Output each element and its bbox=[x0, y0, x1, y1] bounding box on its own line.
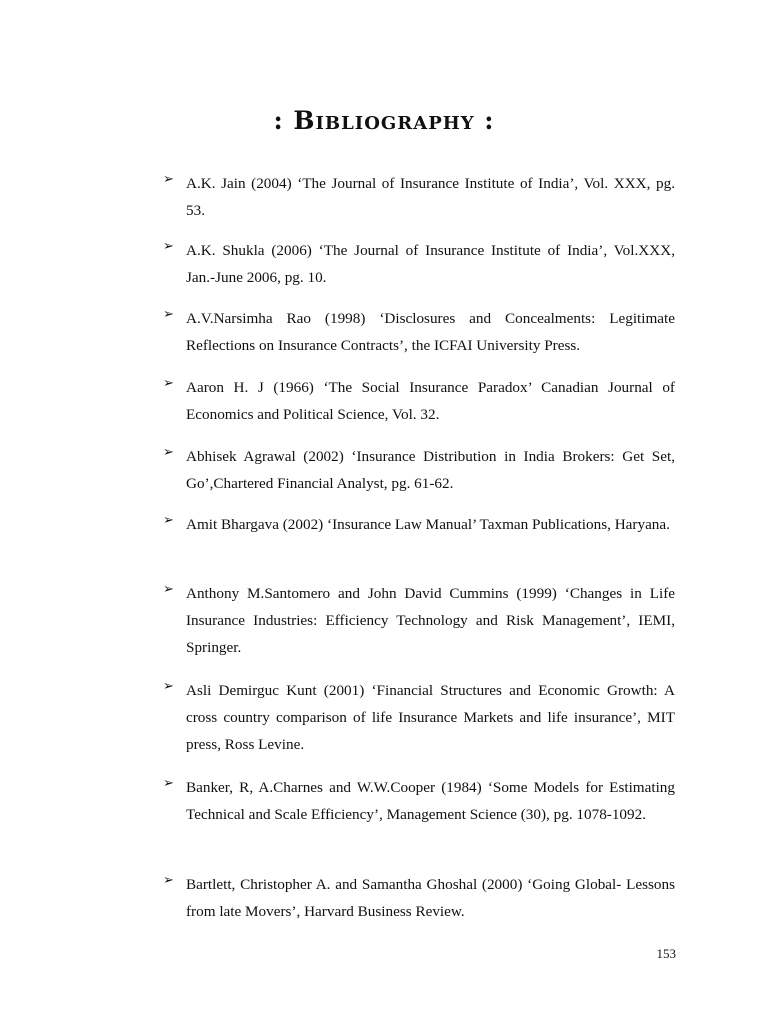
entry-text: A.K. Jain (2004) ‘The Journal of Insurance Institute of India’, Vol. XXX, pg. 53. bbox=[186, 175, 675, 219]
entry-text: A.K. Shukla (2006) ‘The Journal of Insurance Institute of India’, Vol.XXX, Jan.-June 2006, pg. 10. bbox=[186, 242, 675, 286]
entry-text: Aaron H. J (1966) ‘The Social Insurance Paradox’ Canadian Journal of Economics and Political Science, Vol. 32. bbox=[186, 379, 675, 423]
entry-text: Amit Bhargava (2002) ‘Insurance Law Manual’ Taxman Publications, Haryana. bbox=[186, 516, 670, 533]
arrowhead-bullet-icon: ➢ bbox=[163, 172, 174, 187]
entry-text: Bartlett, Christopher A. and Samantha Ghoshal (2000) ‘Going Global- Lessons from late Movers’, Harvard Business Review. bbox=[186, 876, 675, 920]
arrowhead-bullet-icon: ➢ bbox=[163, 582, 174, 597]
arrowhead-bullet-icon: ➢ bbox=[163, 376, 174, 391]
entry-text: Abhisek Agrawal (2002) ‘Insurance Distribution in India Brokers: Get Set, Go’,Chartered Financial Analyst, pg. 61-62. bbox=[186, 448, 675, 492]
arrowhead-bullet-icon: ➢ bbox=[163, 679, 174, 694]
entry-text: Anthony M.Santomero and John David Cummins (1999) ‘Changes in Life Insurance Industries: Efficiency Technology and Risk Management’, IEMI, Springer. bbox=[186, 585, 675, 656]
entry-text: Banker, R, A.Charnes and W.W.Cooper (1984) ‘Some Models for Estimating Technical and Scale Efficiency’, Management Science (30), pg. 1078-1092. bbox=[186, 779, 675, 823]
arrowhead-bullet-icon: ➢ bbox=[163, 873, 174, 888]
arrowhead-bullet-icon: ➢ bbox=[163, 239, 174, 254]
arrowhead-bullet-icon: ➢ bbox=[163, 445, 174, 460]
arrowhead-bullet-icon: ➢ bbox=[163, 307, 174, 322]
entry-text: Asli Demirguc Kunt (2001) ‘Financial Structures and Economic Growth: A cross country comparison of life Insurance Markets and life insurance’, MIT press, Ross Levine. bbox=[186, 682, 675, 753]
entry-text: A.V.Narsimha Rao (1998) ‘Disclosures and Concealments: Legitimate Reflections on Insurance Contracts’, the ICFAI University Press. bbox=[186, 310, 675, 354]
arrowhead-bullet-icon: ➢ bbox=[163, 776, 174, 791]
arrowhead-bullet-icon: ➢ bbox=[163, 513, 174, 528]
page-number: 153 bbox=[656, 946, 676, 961]
page-title: : Bibliography : bbox=[273, 106, 495, 135]
